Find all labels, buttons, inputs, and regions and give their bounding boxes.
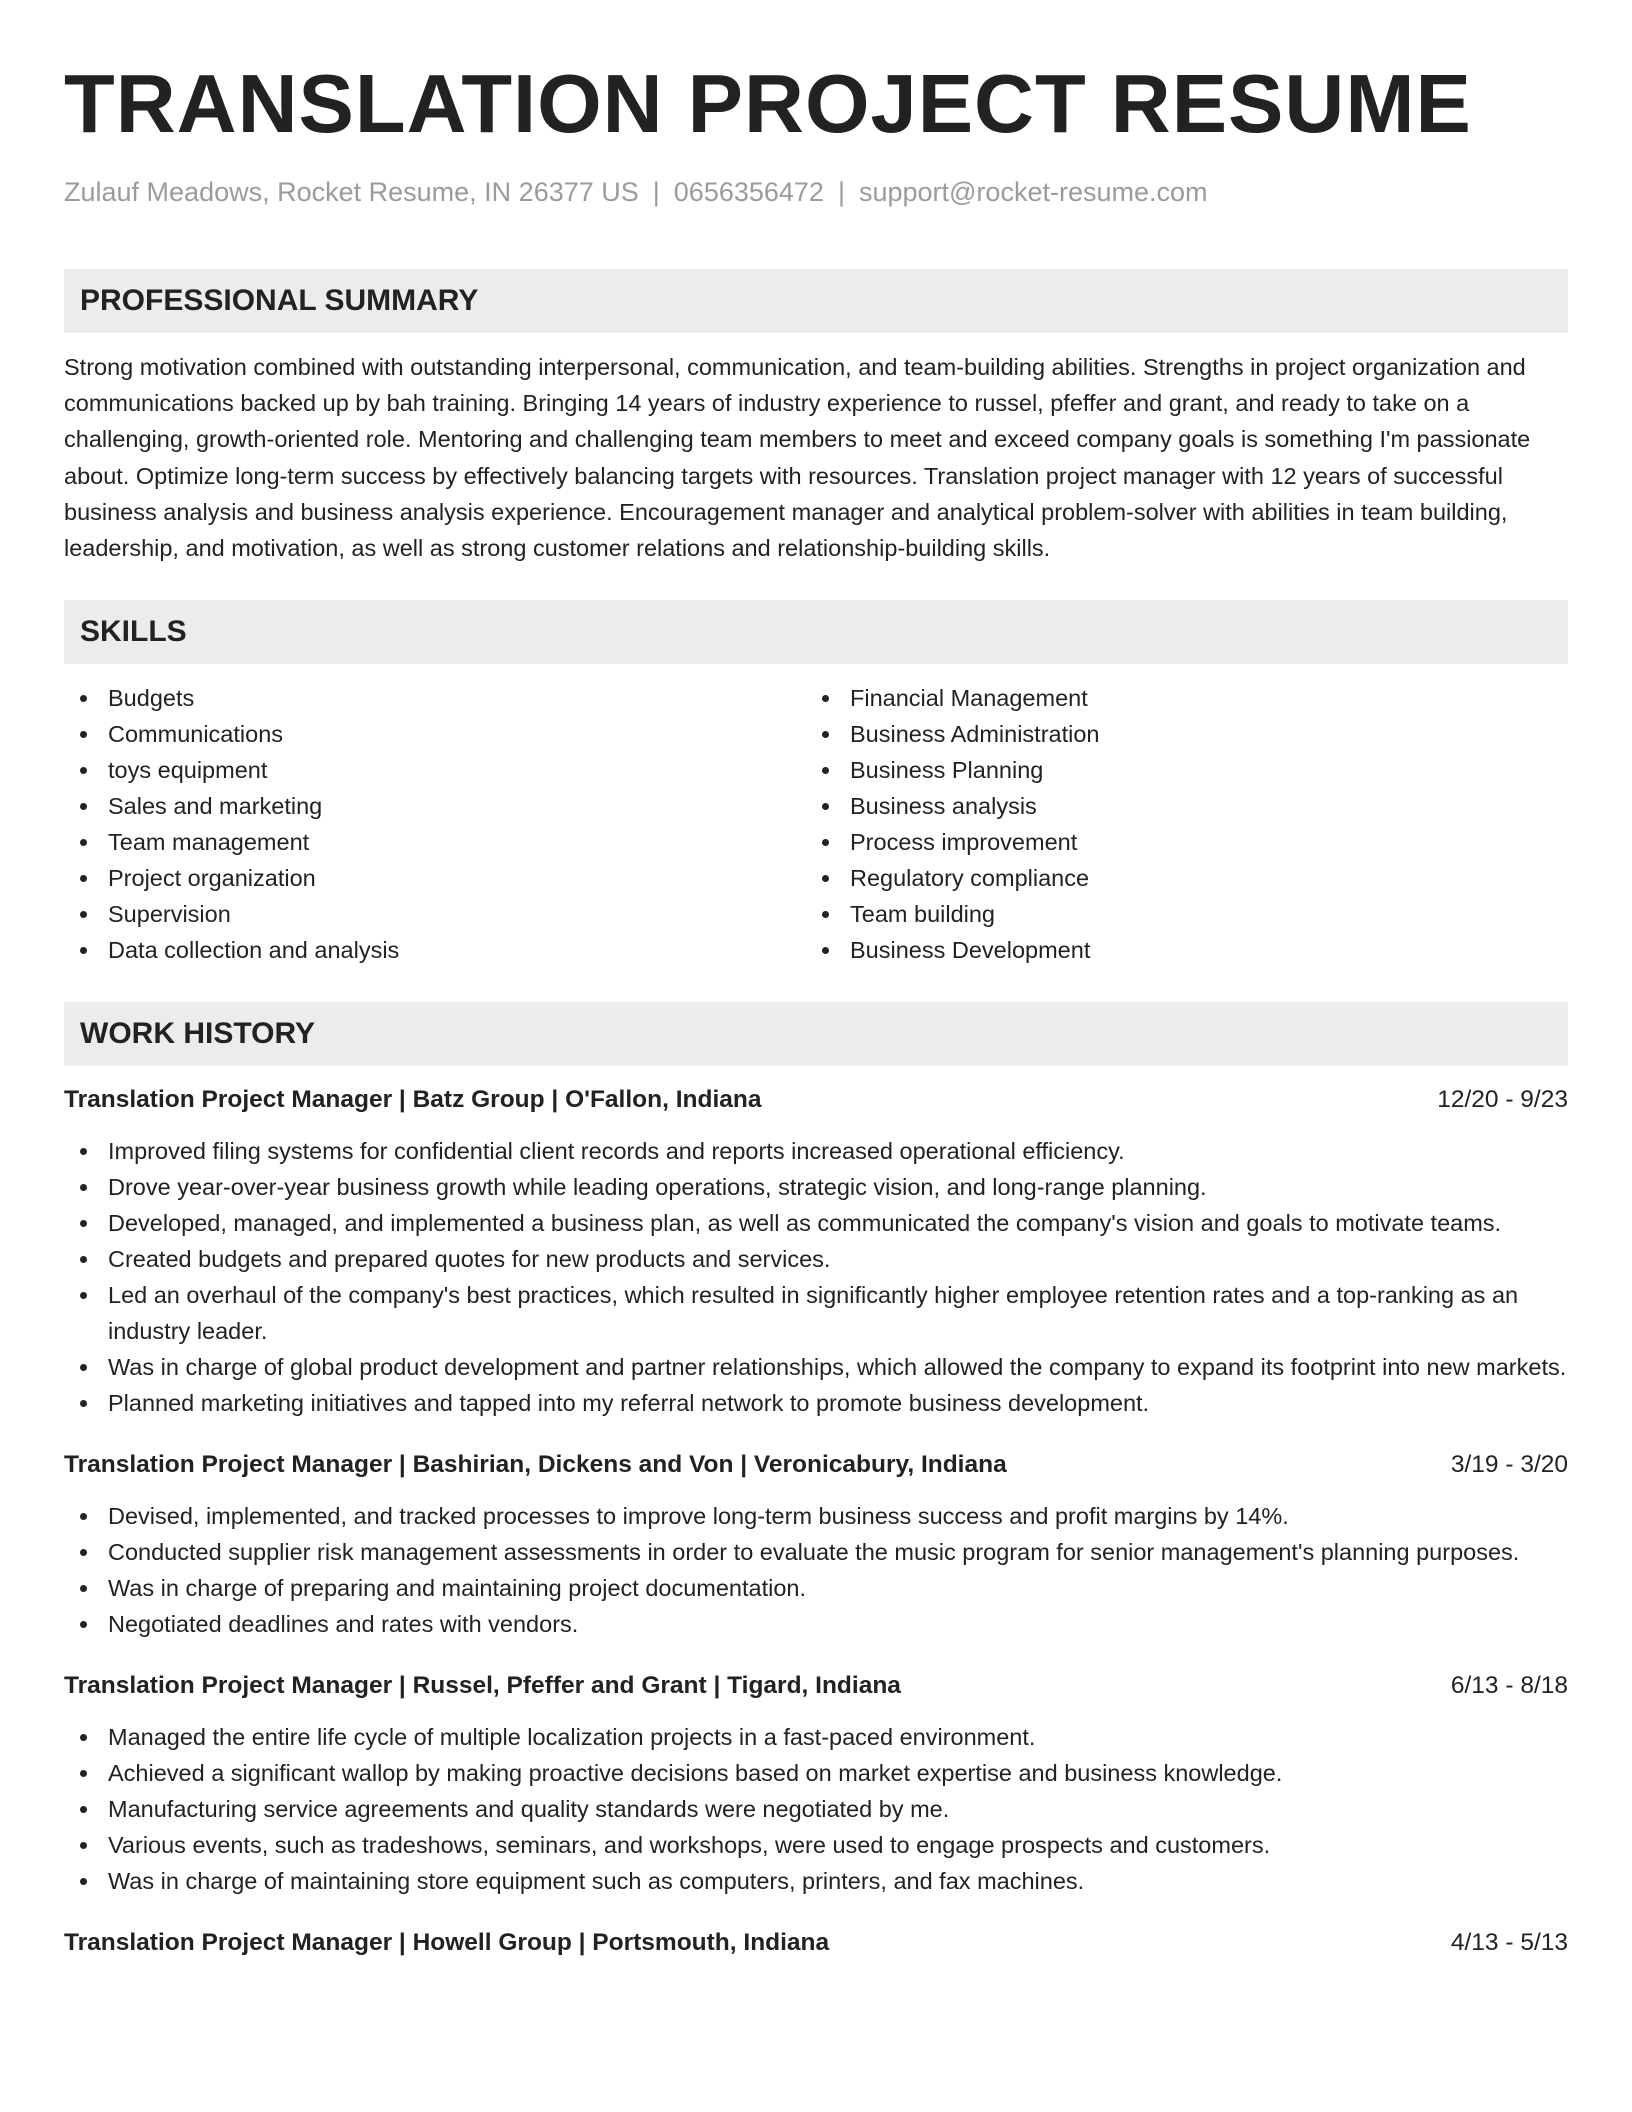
contact-separator: | [652, 177, 660, 207]
job-bullet-text: Developed, managed, and implemented a business plan, as well as communicated the company's vision and goals to motivate teams. [108, 1210, 1502, 1237]
skill-item [850, 716, 1548, 752]
job-header [64, 1447, 1568, 1483]
bullet-icon [822, 875, 829, 882]
skill-item [108, 824, 806, 860]
job-bullet [64, 1863, 1568, 1899]
bullet-icon [80, 1400, 87, 1407]
job-bullet-text: Conducted supplier risk management assessments in order to evaluate the music program for senior management's planning purposes. [108, 1539, 1520, 1566]
skill-item-text: Financial Management [850, 685, 1088, 712]
bullet-icon [80, 1184, 87, 1191]
bullet-icon [80, 839, 87, 846]
bullet-icon [80, 911, 87, 918]
bullet-icon [80, 1806, 87, 1813]
job-dates: 3/19 - 3/20 [1450, 1451, 1568, 1479]
contact-line [64, 174, 1568, 210]
bullet-icon [80, 695, 87, 702]
skill-item [108, 932, 806, 968]
resume-title: TRANSLATION PROJECT RESUME [64, 57, 1472, 150]
resume-content [64, 54, 1568, 1976]
bullet-icon [80, 1549, 87, 1556]
job-bullet-text: Created budgets and prepared quotes for new products and services. [108, 1246, 831, 1273]
bullet-icon [80, 1292, 87, 1299]
section-header-work-history: WORK HISTORY [64, 1002, 1568, 1066]
job-entry [64, 1447, 1568, 1642]
skill-item [108, 896, 806, 932]
bullet-icon [80, 1256, 87, 1263]
skill-item-text: Communications [108, 721, 284, 748]
bullet-icon [80, 767, 87, 774]
skill-item [850, 824, 1548, 860]
skill-item-text: Team building [850, 901, 996, 928]
contact-email: support@rocket-resume.com [858, 177, 1208, 207]
bullet-icon [80, 1734, 87, 1741]
job-dates: 6/13 - 8/18 [1450, 1672, 1568, 1700]
skill-item-text: Business Administration [850, 721, 1100, 748]
job-bullet-text: Manufacturing service agreements and quality standards were negotiated by me. [108, 1796, 950, 1823]
job-bullet [64, 1791, 1568, 1827]
skill-item [850, 788, 1548, 824]
summary-text: Strong motivation combined with outstanding interpersonal, communication, and team-building abilities. Strengths in project organization and communications backed up by bah training. Bringing 14 years of industry experience to russel, pfeffer and grant, and ready to take on a challenging, growth-oriented role. Mentoring and challenging team members to meet and exceed company goals is something I'm passionate about. Optimize long-term success by effectively balancing targets with resources. Translation project manager with 12 years of successful business analysis and business analysis experience. Encouragement manager and analytical problem-solver with abilities in team building, leadership, and motivation, as well as strong customer relations and relationship-building skills. [64, 354, 1531, 562]
bullet-icon [822, 839, 829, 846]
skill-item-text: Business analysis [850, 793, 1037, 820]
job-bullet [64, 1827, 1568, 1863]
job-bullet-text: Achieved a significant wallop by making proactive decisions based on market expertise and business knowledge. [108, 1760, 1283, 1787]
bullet-icon [80, 947, 87, 954]
job-bullet-text: Managed the entire life cycle of multiple localization projects in a fast-paced environment. [108, 1724, 1036, 1751]
job-bullet [64, 1133, 1568, 1169]
bullet-icon [80, 1220, 87, 1227]
section-header-skills: SKILLS [64, 600, 1568, 664]
skill-item-text: Budgets [108, 685, 195, 712]
bullet-icon [80, 1770, 87, 1777]
job-title: Translation Project Manager | Howell Group | Portsmouth, Indiana [64, 1929, 830, 1957]
job-bullet [64, 1277, 1568, 1349]
bullet-icon [822, 767, 829, 774]
bullet-icon [822, 731, 829, 738]
skill-item-text: Business Development [850, 937, 1091, 964]
skill-item-text: Business Planning [850, 757, 1044, 784]
job-bullet [64, 1606, 1568, 1642]
job-bullets [64, 1133, 1568, 1421]
skills-column-left [64, 680, 806, 968]
job-bullet-text: Was in charge of maintaining store equipment such as computers, printers, and fax machines. [108, 1868, 1085, 1895]
contact-phone: 0656356472 [673, 177, 824, 207]
bullet-icon [80, 1878, 87, 1885]
job-dates: 12/20 - 9/23 [1437, 1086, 1568, 1114]
skill-item [108, 752, 806, 788]
job-bullet [64, 1719, 1568, 1755]
job-bullet-text: Was in charge of global product development and partner relationships, which allowed the company to expand its footprint into new markets. [108, 1354, 1567, 1381]
skill-item [850, 860, 1548, 896]
skill-item [850, 752, 1548, 788]
job-bullets [64, 1719, 1568, 1899]
contact-separator: | [837, 177, 845, 207]
bullet-icon [822, 911, 829, 918]
job-bullet [64, 1169, 1568, 1205]
job-bullet [64, 1241, 1568, 1277]
skill-item [108, 860, 806, 896]
bullet-icon [822, 803, 829, 810]
bullet-icon [822, 947, 829, 954]
job-title: Translation Project Manager | Bashirian, Dickens and Von | Veronicabury, Indiana [64, 1451, 1007, 1479]
job-bullet-text: Devised, implemented, and tracked processes to improve long-term business success and profit margins by 14%. [108, 1503, 1289, 1530]
bullet-icon [80, 1621, 87, 1628]
skill-item-text: Regulatory compliance [850, 865, 1090, 892]
job-entry [64, 1082, 1568, 1421]
skill-item-text: Supervision [108, 901, 231, 928]
job-entry [64, 1925, 1568, 1961]
skill-item-text: Data collection and analysis [108, 937, 400, 964]
job-dates: 4/13 - 5/13 [1450, 1929, 1568, 1957]
skill-item-text: toys equipment [108, 757, 268, 784]
job-title: Translation Project Manager | Batz Group | O'Fallon, Indiana [64, 1086, 762, 1114]
contact-address: Zulauf Meadows, Rocket Resume, IN 26377 US [64, 177, 639, 207]
job-entry [64, 1668, 1568, 1899]
work-history-list [64, 1082, 1568, 1961]
bullet-icon [80, 1842, 87, 1849]
job-bullet [64, 1205, 1568, 1241]
skill-item [108, 716, 806, 752]
skill-item [850, 896, 1548, 932]
skill-item [108, 788, 806, 824]
job-bullet [64, 1755, 1568, 1791]
skill-item-text: Team management [108, 829, 310, 856]
job-bullet-text: Led an overhaul of the company's best practices, which resulted in significantly higher employee retention rates and a top-ranking as an industry leader. [108, 1282, 1519, 1345]
skill-item-text: Sales and marketing [108, 793, 323, 820]
job-bullet-text: Various events, such as tradeshows, seminars, and workshops, were used to engage prospects and customers. [108, 1832, 1271, 1859]
job-bullet-text: Improved filing systems for confidential client records and reports increased operational efficiency. [108, 1138, 1125, 1165]
job-bullet [64, 1349, 1568, 1385]
job-bullet-text: Was in charge of preparing and maintaining project documentation. [108, 1575, 807, 1602]
bullet-icon [80, 803, 87, 810]
section-header-summary: PROFESSIONAL SUMMARY [64, 269, 1568, 333]
job-bullet-text: Drove year-over-year business growth while leading operations, strategic vision, and long-range planning. [108, 1174, 1207, 1201]
job-bullet [64, 1570, 1568, 1606]
bullet-icon [80, 731, 87, 738]
skills-column-right [806, 680, 1548, 968]
bullet-icon [822, 695, 829, 702]
bullet-icon [80, 875, 87, 882]
bullet-icon [80, 1148, 87, 1155]
job-bullet [64, 1385, 1568, 1421]
skills-list [64, 680, 1568, 968]
job-title: Translation Project Manager | Russel, Pfeffer and Grant | Tigard, Indiana [64, 1672, 901, 1700]
job-bullet [64, 1498, 1568, 1534]
job-header [64, 1668, 1568, 1704]
job-bullet [64, 1534, 1568, 1570]
skill-item-text: Process improvement [850, 829, 1078, 856]
job-header [64, 1082, 1568, 1118]
job-bullet-text: Negotiated deadlines and rates with vendors. [108, 1611, 579, 1638]
job-bullet-text: Planned marketing initiatives and tapped into my referral network to promote business development. [108, 1390, 1150, 1417]
job-header [64, 1925, 1568, 1961]
job-bullets [64, 1498, 1568, 1642]
skill-item-text: Project organization [108, 865, 316, 892]
skill-item [108, 680, 806, 716]
bullet-icon [80, 1513, 87, 1520]
bullet-icon [80, 1585, 87, 1592]
skill-item [850, 680, 1548, 716]
bullet-icon [80, 1364, 87, 1371]
skill-item [850, 932, 1548, 968]
